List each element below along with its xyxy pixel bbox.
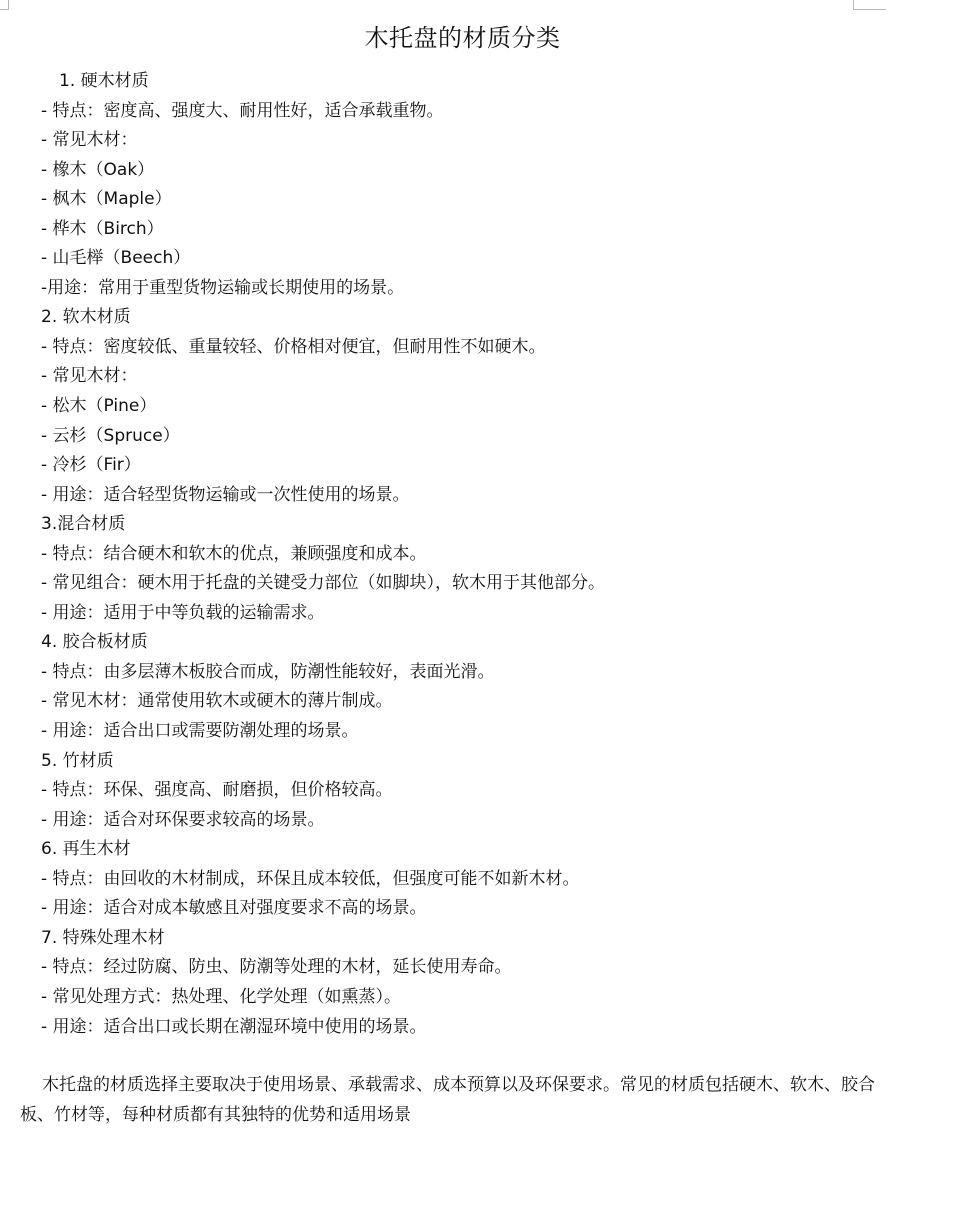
document-title: 木托盘的材质分类 bbox=[364, 24, 561, 52]
section-heading-hardwood: 1. 硬木材质 bbox=[59, 71, 149, 91]
list-item: - 橡木（Oak） bbox=[41, 159, 155, 180]
list-item: - 冷杉（Fir） bbox=[41, 455, 141, 476]
list-item: - 常见处理方式：热处理、化学处理（如熏蒸）。 bbox=[41, 986, 402, 1007]
list-item: - 桦木（Birch） bbox=[41, 218, 164, 239]
list-item: - 特点：环保、强度高、耐磨损，但价格较高。 bbox=[41, 780, 393, 801]
list-item: - 特点：密度较低、重量较轻、价格相对便宜，但耐用性不如硬木。 bbox=[41, 336, 546, 357]
list-item: - 特点：结合硬木和软木的优点，兼顾强度和成本。 bbox=[41, 543, 427, 564]
section-heading-bamboo: 5. 竹材质 bbox=[41, 750, 114, 771]
list-item: - 用途：适合出口或需要防潮处理的场景。 bbox=[41, 721, 359, 742]
list-item: - 枫木（Maple） bbox=[41, 189, 172, 210]
page-corner-mark-left bbox=[0, 0, 9, 10]
section-heading-mixed: 3.混合材质 bbox=[41, 514, 126, 535]
page-corner-mark-right bbox=[853, 0, 886, 10]
section-heading-recycled: 6. 再生木材 bbox=[41, 839, 131, 860]
list-item: - 常见木材：通常使用软木或硬木的薄片制成。 bbox=[41, 691, 393, 712]
list-item: - 用途：适合对成本敏感且对强度要求不高的场景。 bbox=[41, 898, 427, 919]
list-item: - 特点：密度高、强度大、耐用性好，适合承载重物。 bbox=[41, 100, 444, 121]
document-body bbox=[0, 67, 925, 1042]
list-item: -用途：常用于重型货物运输或长期使用的场景。 bbox=[41, 277, 405, 298]
list-item: - 常见组合：硬木用于托盘的关键受力部位（如脚块），软木用于其他部分。 bbox=[41, 573, 606, 594]
section-heading-softwood: 2. 软木材质 bbox=[41, 307, 131, 328]
list-item: - 用途：适合出口或长期在潮湿环境中使用的场景。 bbox=[41, 1016, 427, 1037]
list-item: - 松木（Pine） bbox=[41, 396, 157, 417]
list-item: - 常见木材： bbox=[41, 366, 138, 387]
section-heading-treated: 7. 特殊处理木材 bbox=[41, 927, 165, 948]
list-item: - 特点：由多层薄木板胶合而成，防潮性能较好，表面光滑。 bbox=[41, 661, 495, 682]
list-item: - 云杉（Spruce） bbox=[41, 425, 180, 446]
list-item: - 常见木材： bbox=[41, 130, 138, 151]
list-item: - 用途：适用于中等负载的运输需求。 bbox=[41, 602, 325, 623]
section-heading-plywood: 4. 胶合板材质 bbox=[41, 632, 148, 653]
list-item: - 特点：由回收的木材制成，环保且成本较低，但强度可能不如新木材。 bbox=[41, 868, 580, 889]
summary-paragraph: 木托盘的材质选择主要取决于使用场景、承载需求、成本预算以及环保要求。常见的材质包括硬木、软木、胶合板、竹材等，每种材质都有其独特的优势和适用场景 bbox=[20, 1075, 875, 1125]
list-item: - 用途：适合轻型货物运输或一次性使用的场景。 bbox=[41, 484, 410, 505]
list-item: - 用途：适合对环保要求较高的场景。 bbox=[41, 809, 325, 830]
list-item: - 特点：经过防腐、防虫、防潮等处理的木材，延长使用寿命。 bbox=[41, 957, 512, 978]
list-item: - 山毛榉（Beech） bbox=[41, 248, 191, 269]
